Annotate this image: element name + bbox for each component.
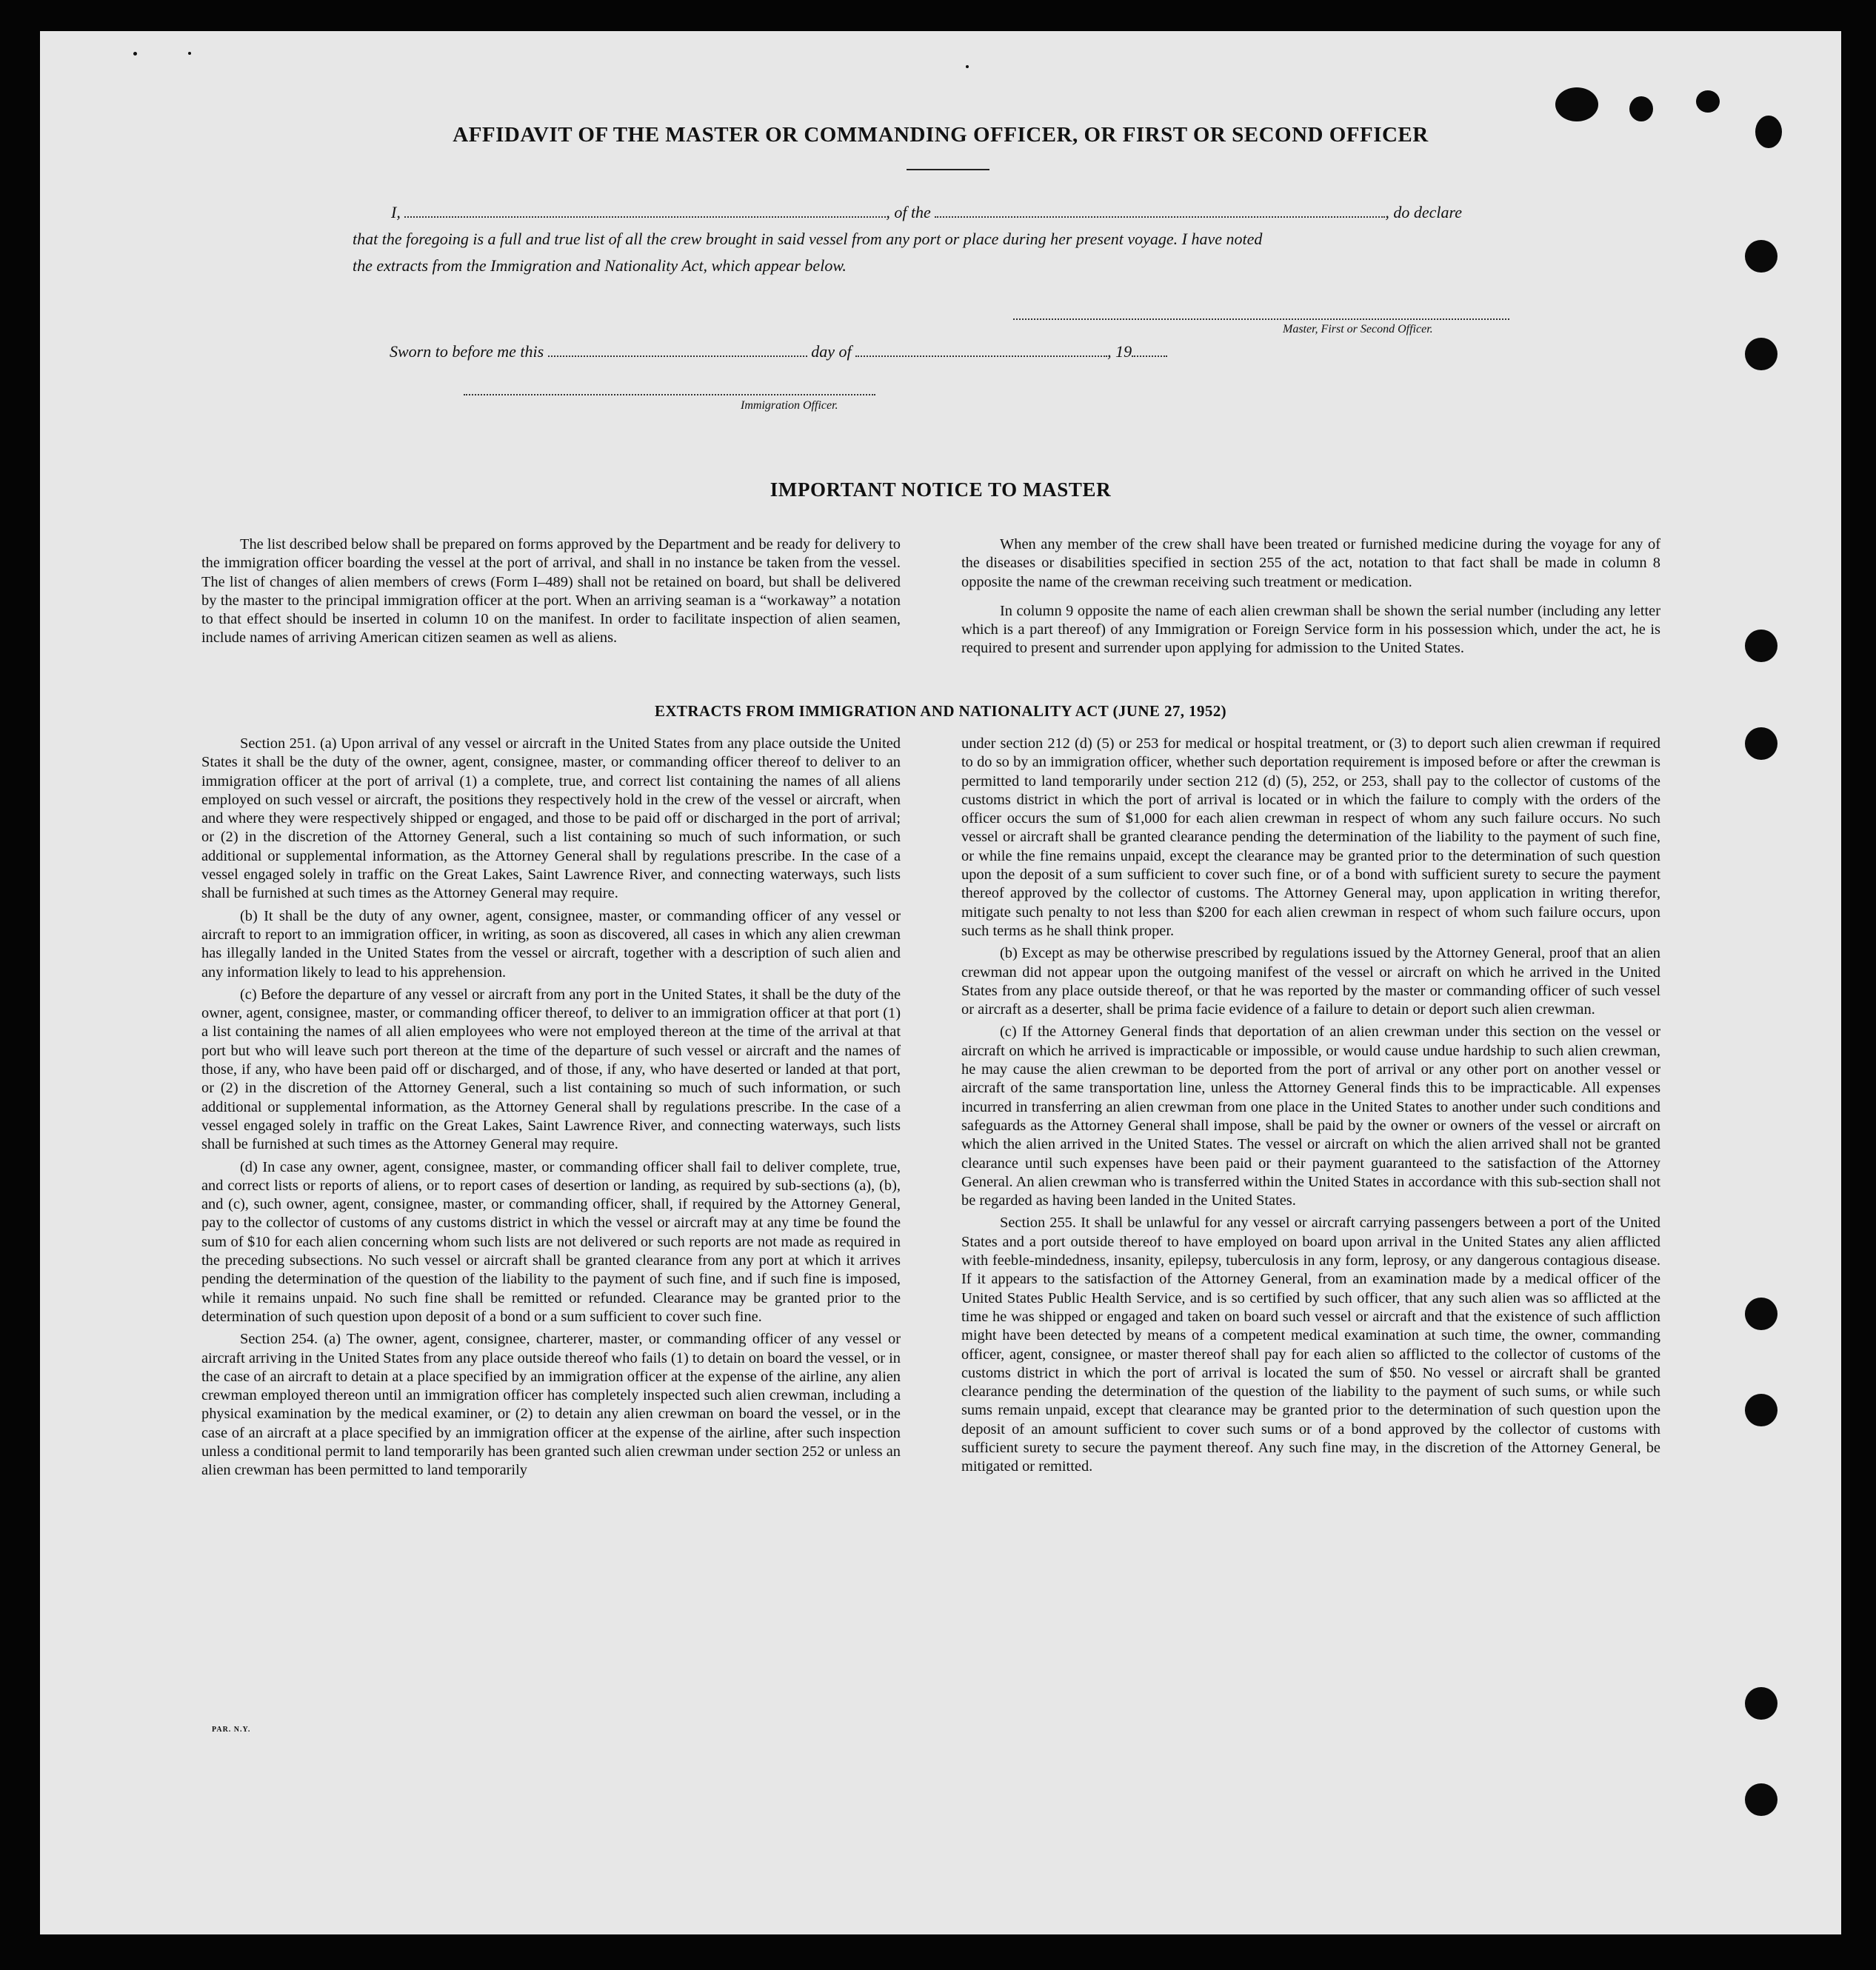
punch-hole: [1745, 1783, 1777, 1816]
form-page: [40, 31, 1841, 1934]
dust-speck: [966, 65, 969, 68]
statute-paragraph: Section 251. (a) Upon arrival of any vessel or aircraft in the United States from any place outside the United States it shall be the duty of the owner, agent, consignee, master, or commanding officer thereof to deliver to an immigration officer at the port of arrival (1) a complete, true, and correct list containing the names of all aliens employed on such vessel or aircraft, the positions they respectively hold in the crew of the vessel or aircraft, when and where they were respectively shipped or engaged, and those to be paid off or discharged in the port of arrival; or (2) in the discretion of the Attorney General, such a list containing so much of such information, or such additional or supplemental information, as the Attorney General shall by regulations prescribe. In the case of a vessel engaged solely in traffic on the Great Lakes, Saint Lawrence River, and connecting waterways, such lists shall be furnished at such times as the Attorney General may require.: [201, 735, 901, 902]
statute-paragraph: (b) It shall be the duty of any owner, agent, consignee, master, or commanding officer of any vessel or aircraft to report to an immigration officer, in writing, as soon as discovered, all cases in which any alien crewman has illegally landed in the United States from the vessel or aircraft, together with a description of such alien and any information likely to lead to his apprehension.: [201, 907, 901, 981]
punch-hole: [1745, 1687, 1777, 1720]
punch-hole: [1629, 96, 1653, 121]
dust-speck: [133, 52, 137, 56]
punch-hole: [1696, 90, 1720, 113]
dust-speck: [188, 52, 191, 55]
officer-signature-caption: Immigration Officer.: [741, 399, 838, 412]
master-signature-line[interactable]: [1013, 318, 1509, 320]
statute-paragraph: (b) Except as may be otherwise prescribed by regulations issued by the Attorney General, proof that an alien crewman did not appear upon the outgoing manifest of the vessel or aircraft on which he arrived in the United States from any place outside thereof, or that he was reported by the master or commanding officer of such vessel or aircraft as a deserter, shall be prima facie evidence of a failure to detain or deport such alien crewman.: [961, 945, 1660, 1018]
statute-paragraph: under section 212 (d) (5) or 253 for medical or hospital treatment, or (3) to deport such alien crewman if required to do so by an immigration officer, whether such deportation requirement is imposed before or after the crewman is permitted to land temporarily under section 212 (d) (5), 252, or 253, shall pay to the collector of customs of the customs district in which the port of arrival is located or in which the failure to comply with the orders of the officer occurs the sum of $1,000 for each alien crewman in respect of whom any such failure occurs. No such vessel or aircraft shall be granted clearance pending the determination of the liability to the payment of such fine, or while the fine remains unpaid, except the clearance may be granted prior to the determination of such question upon the deposit of a sum sufficient to cover such fine, or of a bond with sufficient surety to secure the payment thereof approved by the collector of customs. The Attorney General may, upon application in writing therefor, mitigate such penalty to not less than $200 for each alien crewman in respect of whom such failure occurs, upon such terms as he shall think proper.: [961, 735, 1660, 939]
title-underline: [907, 169, 989, 170]
punch-hole: [1555, 87, 1598, 121]
vessel-field[interactable]: [935, 216, 1385, 218]
affidavit-line-3: the extracts from the Immigration and Nationality Act, which appear below.: [353, 256, 847, 275]
affidavit-line-2: that the foregoing is a full and true list of all the crew brought in said vessel from any port or place during her present voyage. I have noted: [353, 230, 1263, 248]
statute-paragraph: Section 254. (a) The owner, agent, consignee, charterer, master, or commanding officer of any vessel or aircraft arriving in the United States from any place outside thereof who fails (1) to detain on board the vessel, or in the case of an aircraft to detain at a place specified by an immigration officer at the expense of the airline, any alien crewman employed thereon until an immigration officer has completely inspected such alien crewman, including a physical examination by the medical examiner, or (2) to detain any alien crewman on board the vessel, or in the case of an aircraft at a place specified by an immigration officer at the expense of the airline, after such inspection unless a conditional permit to land temporarily has been granted such alien crewman under section 252 or unless an alien crewman has been permitted to land temporarily: [201, 1331, 901, 1479]
affidavit-title: AFFIDAVIT OF THE MASTER OR COMMANDING OFFICER, OR FIRST OR SECOND OFFICER: [453, 123, 1429, 147]
month-field[interactable]: [855, 355, 1107, 357]
master-signature-caption: Master, First or Second Officer.: [1283, 323, 1433, 335]
year-label: , 19: [1107, 342, 1132, 361]
punch-hole: [1745, 727, 1777, 760]
extracts-title: EXTRACTS FROM IMMIGRATION AND NATIONALITY ACT (JUNE 27, 1952): [654, 702, 1227, 720]
extracts-left-column: [201, 735, 901, 1480]
printer-mark: PAR. N.Y.: [212, 1726, 251, 1734]
notice-paragraph: In column 9 opposite the name of each alien crewman shall be shown the serial number (including any letter which is a part thereof) of any Immigration or Foreign Service form in his possession which, under the act, he is required to present and surrender upon applying for admission to the United States.: [961, 602, 1660, 657]
notice-right-column: [961, 535, 1660, 658]
punch-hole: [1745, 1298, 1777, 1330]
notice-paragraph: The list described below shall be prepared on forms approved by the Department and be ready for delivery to the immigration officer boarding the vessel at the port of arrival, and shall in no instance be taken from the vessel. The list of changes of alien members of crews (Form I–489) shall not be retained on board, but shall be delivered by the master to the principal immigration officer at the port. When an arriving seaman is a “workaway” a notation to that effect should be inserted in column 10 on the manifest. In order to facilitate inspection of alien seamen, include names of arriving American citizen seamen as well as aliens.: [201, 536, 901, 647]
statute-paragraph: (c) If the Attorney General finds that deportation of an alien crewman under this section on the vessel or aircraft on which he arrived is impracticable or impossible, or would cause undue hardship to such alien crewman, he may cause the alien crewman to be deported from the port of arrival or any other port on another vessel or aircraft of the same transportation line, unless the Attorney General finds this to be impracticable. All expenses incurred in transferring an alien crewman from one place in the United States to another under such conditions and safeguards as the Attorney General shall impose, shall be paid by the owner or owners of the vessel or aircraft on which the alien arrived in the United States. The vessel or aircraft on which the alien arrived shall not be granted clearance until such expenses have been paid or their payment guaranteed to the satisfaction of the Attorney General. An alien crewman who is transferred within the United States in accordance with this sub-section shall not be regarded as having been landed in the United States.: [961, 1024, 1660, 1209]
name-field[interactable]: [404, 216, 886, 218]
statute-paragraph: (d) In case any owner, agent, consignee, master, or commanding officer shall fail to deliver complete, true, and correct lists or reports of aliens, or to report cases of desertion or landing, as required by sub-sections (a), (b), and (c), such owner, agent, consignee, master, or commanding officer, shall, if required by the Attorney General, pay to the collector of customs of any customs district in which the vessel or aircraft may at any time be found the sum of $10 for each alien concerning whom such lists are not delivered or such reports are not made as required in the preceding subsections. No such vessel or aircraft shall be granted clearance from any port at which it arrives pending the determination of the question of the liability to the payment of such fine, and if such fine is imposed, while it remains unpaid. No such fine shall be remitted or refunded. Clearance may be granted prior to the determination of such question upon deposit of a bond or a sum sufficient to cover such fine.: [201, 1158, 901, 1325]
statute-paragraph: (c) Before the departure of any vessel or aircraft from any port in the United States, it shall be the duty of the owner, agent, consignee, master, or commanding officer thereof, to deliver to an immigration officer at that port (1) a list containing the names of all alien employees who were not employed thereon at the time of the arrival at that port but who will leave such port thereon at the time of the departure of such vessel or aircraft and the names of those, if any, who have been paid off or discharged, and of those, if any, who have deserted or landed at that port, or (2) in the discretion of the Attorney General, such a list containing so much of such information, or such additional or supplemental information, as the Attorney General shall by regulations prescribe. In the case of a vessel engaged solely in traffic on the Great Lakes, Saint Lawrence River, and connecting waterways, such lists shall be furnished at such times as the Attorney General may require.: [201, 986, 901, 1153]
day-of-label: day of: [811, 342, 852, 361]
i-label: I,: [391, 203, 401, 221]
day-field[interactable]: [548, 355, 807, 357]
notice-paragraph: When any member of the crew shall have been treated or furnished medicine during the voyage for any of the diseases or disabilities specified in section 255 of the act, notation to that fact shall be made in column 8 opposite the name of the crewman receiving such treatment or medication.: [961, 536, 1660, 590]
year-field[interactable]: [1132, 355, 1167, 357]
officer-signature-line[interactable]: [464, 394, 875, 395]
do-declare-label: , do declare: [1385, 203, 1462, 221]
extracts-right-column: [961, 735, 1660, 1477]
punch-hole: [1745, 338, 1777, 370]
notice-title: IMPORTANT NOTICE TO MASTER: [770, 478, 1112, 501]
sworn-line: [390, 342, 1167, 361]
sworn-label: Sworn to before me this: [390, 342, 544, 361]
punch-hole: [1745, 240, 1777, 273]
affidavit-line-1: [391, 203, 1462, 222]
punch-hole: [1745, 1394, 1777, 1426]
statute-paragraph: Section 255. It shall be unlawful for any vessel or aircraft carrying passengers between a port of the United States and a port outside thereof to have employed on board upon arrival in the United States any alien afflicted with feeble-mindedness, insanity, epilepsy, tuberculosis in any form, leprosy, or any dangerous contagious disease. If it appears to the satisfaction of the Attorney General, from an examination made by a medical officer of the United States Public Health Service, and is so certified by such officer, that any such alien was so afflicted at the time he was shipped or engaged and taken on board such vessel or aircraft and that the existence of such affliction might have been detected by means of a competent medical examination at such time, the owner, commanding officer, agent, consignee, or master thereof shall pay for each alien so afflicted to the collector of customs of the customs district in which the port of arrival is located the sum of $50. No vessel or aircraft shall be granted clearance pending the determination of the question of the liability to the payment of such sums, or while such sums remain unpaid, except that clearance may be granted prior to the determination of such question upon the deposit of an amount sufficient to cover such sums or of a bond approved by the collector of customs with sufficient surety to secure the payment thereof. Any such fine may, in the discretion of the Attorney General, be mitigated or remitted.: [961, 1215, 1660, 1475]
of-the-label: , of the: [886, 203, 931, 221]
notice-left-column: [201, 535, 901, 648]
punch-hole: [1745, 630, 1777, 662]
